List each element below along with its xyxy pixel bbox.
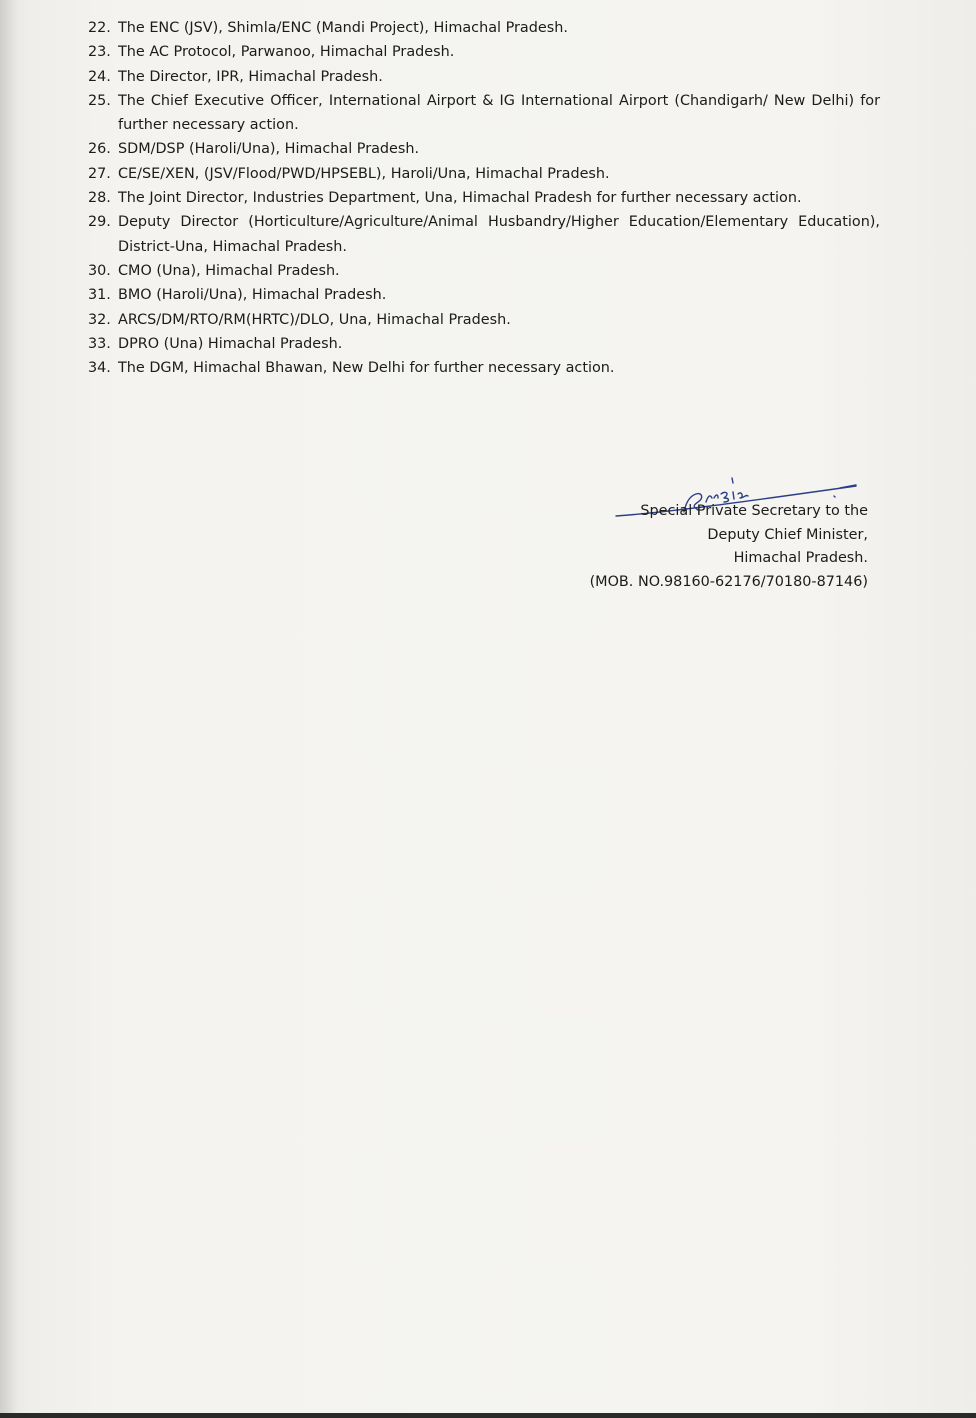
item-number: 33. [88,335,111,352]
list-item [88,162,880,186]
item-text: The DGM, Himachal Bhawan, New Delhi for further necessary action. [118,360,615,377]
item-text: CE/SE/XEN, (JSV/Flood/PWD/HPSEBL), Haroli/Una, Himachal Pradesh. [118,165,610,182]
item-text: ARCS/DM/RTO/RM(HRTC)/DLO, Una, Himachal Pradesh. [118,311,511,328]
item-text: The Joint Director, Industries Department, Una, Himachal Pradesh for further necessary action. [118,190,802,207]
item-number: 30. [88,262,111,279]
list-item [88,283,880,307]
item-number: 29. [88,214,111,231]
page-shadow [0,0,18,1418]
item-text: The AC Protocol, Parwanoo, Himachal Pradesh. [118,44,455,61]
list-item [88,210,880,259]
list-item [88,137,880,161]
item-number: 24. [88,68,111,85]
item-number: 34. [88,360,111,377]
item-text: The Director, IPR, Himachal Pradesh. [118,68,383,85]
recipient-list [88,16,880,380]
item-number: 23. [88,44,111,61]
item-text: Deputy Director (Horticulture/Agriculture/Animal Husbandry/Higher Education/Elementary Education), District-Una, Himachal Pradesh. [118,214,880,255]
item-text: SDM/DSP (Haroli/Una), Himachal Pradesh. [118,141,420,158]
item-number: 25. [88,92,111,109]
signatory-state: Himachal Pradesh. [733,550,868,566]
item-number: 28. [88,190,111,207]
list-item [88,16,880,40]
item-text: The Chief Executive Officer, International Airport & IG International Airport (Chandigarh/ New Delhi) for further necessary action. [118,92,880,134]
item-number: 31. [88,287,111,304]
list-item [88,356,880,380]
scan-bottom-edge [0,1413,976,1418]
list-item [88,89,880,138]
item-text: DPRO (Una) Himachal Pradesh. [118,335,343,352]
list-item [88,40,880,64]
item-number: 26. [88,141,111,158]
signatory-office: Deputy Chief Minister, [707,526,868,543]
item-text: BMO (Haroli/Una), Himachal Pradesh. [118,287,387,304]
signatory-designation: Special Private Secretary to the [640,503,868,519]
item-text: The ENC (JSV), Shimla/ENC (Mandi Project), Himachal Pradesh. [118,20,568,36]
item-number: 32. [88,311,111,328]
list-item [88,186,880,210]
signature-block [590,500,868,594]
list-item [88,65,880,89]
list-item [88,259,880,283]
list-item [88,332,880,356]
item-number: 27. [88,165,111,182]
signatory-contact: (MOB. NO.98160-62176/70180-87146) [589,573,868,590]
list-item [88,308,880,332]
item-number: 22. [88,20,111,36]
item-text: CMO (Una), Himachal Pradesh. [118,262,340,279]
